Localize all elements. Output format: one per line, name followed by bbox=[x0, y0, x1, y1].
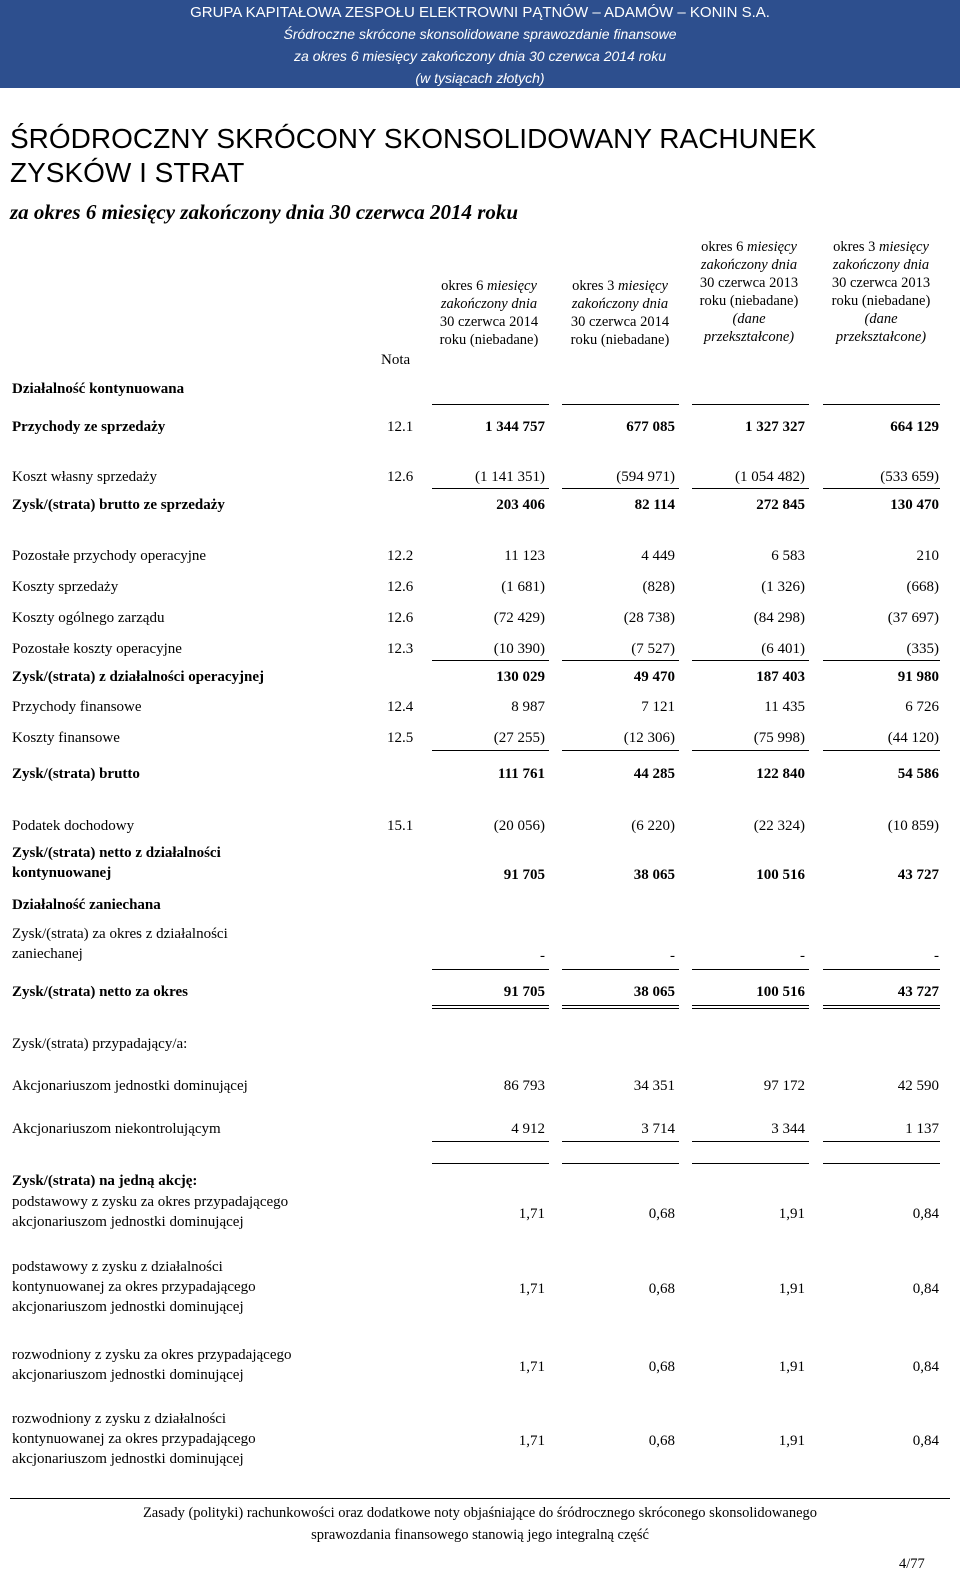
row-note: 12.6 bbox=[387, 579, 414, 595]
row-label bbox=[12, 1257, 382, 1317]
row-value: (1 054 482) bbox=[735, 469, 805, 485]
column-header-3 bbox=[685, 238, 813, 346]
col1-b: miesięcy bbox=[487, 278, 537, 294]
row-value: 0,68 bbox=[648, 1433, 675, 1449]
row-label: Zysk/(strata) na jedną akcję: bbox=[12, 1173, 198, 1189]
row-value: 0,84 bbox=[912, 1359, 939, 1375]
total-rule bbox=[692, 1005, 809, 1006]
total-rule bbox=[823, 1008, 940, 1009]
row-value: 210 bbox=[916, 548, 939, 564]
header-rule bbox=[562, 404, 679, 405]
col2-c: zakończony dnia bbox=[571, 296, 669, 312]
col3-f: (dane bbox=[732, 311, 766, 327]
row-label-line: Zysk/(strata) netto z działalności bbox=[12, 845, 221, 861]
col1-e: roku (niebadane) bbox=[439, 332, 539, 348]
row-value: (75 998) bbox=[753, 730, 805, 746]
table-row bbox=[12, 1345, 940, 1389]
row-value: 54 586 bbox=[897, 766, 939, 782]
row-value: 86 793 bbox=[503, 1078, 545, 1094]
row-value: 1,71 bbox=[518, 1206, 545, 1222]
header-report-name: Śródroczne skrócone skonsolidowane sprawozdanie finansowe bbox=[283, 26, 677, 42]
column-header-2 bbox=[556, 277, 684, 349]
subtotal-rule bbox=[823, 969, 940, 970]
col2-b: miesięcy bbox=[618, 278, 668, 294]
row-note: 12.1 bbox=[387, 419, 414, 435]
total-rule bbox=[562, 1163, 679, 1164]
row-value: 6 726 bbox=[905, 699, 939, 715]
row-value: 0,68 bbox=[648, 1359, 675, 1375]
row-value: (22 324) bbox=[753, 818, 805, 834]
row-value: (28 738) bbox=[623, 610, 675, 626]
row-value: 11 123 bbox=[504, 548, 545, 564]
row-value: (6 220) bbox=[631, 818, 675, 834]
row-value: (12 306) bbox=[623, 730, 675, 746]
title-line-1: ŚRÓDROCZNY SKRÓCONY SKONSOLIDOWANY RACHUNEK bbox=[10, 123, 817, 154]
row-label-line: Zysk/(strata) za okres z działalności bbox=[12, 926, 228, 942]
row-value: - bbox=[934, 948, 939, 964]
col3-c: zakończony dnia bbox=[700, 257, 798, 273]
row-value: 82 114 bbox=[634, 497, 675, 513]
row-value: 0,84 bbox=[912, 1206, 939, 1222]
row-label-line: kontynuowanej za okres przypadającego bbox=[12, 1431, 256, 1447]
subtotal-rule bbox=[432, 750, 549, 751]
col3-e: roku (niebadane) bbox=[699, 293, 799, 309]
col2-e: roku (niebadane) bbox=[570, 332, 670, 348]
row-label: Działalność zaniechana bbox=[12, 897, 161, 913]
row-value: 38 065 bbox=[633, 984, 675, 1000]
row-value: 4 912 bbox=[511, 1121, 545, 1137]
row-note: 15.1 bbox=[387, 818, 414, 834]
row-value: 0,68 bbox=[648, 1206, 675, 1222]
col3-a: okres 6 bbox=[701, 239, 747, 255]
page-subtitle: za okres 6 miesięcy zakończony dnia 30 czerwca 2014 roku bbox=[10, 200, 519, 224]
row-label: Przychody ze sprzedaży bbox=[12, 419, 166, 435]
row-value: 97 172 bbox=[763, 1078, 805, 1094]
col4-f: (dane bbox=[864, 311, 898, 327]
col4-a: okres 3 bbox=[833, 239, 879, 255]
row-value: 1,71 bbox=[518, 1281, 545, 1297]
header-company: GRUPA KAPITAŁOWA ZESPOŁU ELEKTROWNI PĄTNÓW – ADAMÓW – KONIN S.A. bbox=[190, 4, 770, 21]
row-label: Przychody finansowe bbox=[12, 699, 142, 715]
column-header-nota: Nota bbox=[381, 352, 411, 368]
col2-a: okres 3 bbox=[572, 278, 618, 294]
total-rule bbox=[823, 1141, 940, 1142]
subtotal-rule bbox=[432, 660, 549, 661]
row-note: 12.3 bbox=[387, 641, 414, 657]
row-label: Akcjonariuszom jednostki dominującej bbox=[12, 1078, 248, 1094]
total-rule bbox=[562, 1141, 679, 1142]
row-value: 203 406 bbox=[496, 497, 545, 513]
row-value: 111 761 bbox=[497, 766, 545, 782]
row-value: (37 697) bbox=[887, 610, 939, 626]
col3-g: przekształcone) bbox=[703, 329, 795, 345]
row-value: (6 401) bbox=[761, 641, 805, 657]
table-row bbox=[12, 924, 940, 968]
header-units: (w tysiącach złotych) bbox=[415, 70, 545, 86]
row-value: (668) bbox=[906, 579, 939, 595]
row-label: Podatek dochodowy bbox=[12, 818, 135, 834]
page-number: 4/77 bbox=[899, 1556, 925, 1572]
row-value: (533 659) bbox=[880, 469, 939, 485]
row-value: 43 727 bbox=[897, 867, 939, 883]
row-value: (44 120) bbox=[887, 730, 939, 746]
row-label: Koszty ogólnego zarządu bbox=[12, 610, 165, 626]
header-rule bbox=[692, 404, 809, 405]
row-label: Zysk/(strata) brutto bbox=[12, 766, 140, 782]
row-value: 122 840 bbox=[756, 766, 805, 782]
row-value: 187 403 bbox=[756, 669, 805, 685]
column-header-1 bbox=[425, 277, 553, 349]
row-value: (72 429) bbox=[493, 610, 545, 626]
table-row bbox=[12, 1257, 940, 1323]
row-label: Zysk/(strata) z działalności operacyjnej bbox=[12, 669, 265, 685]
row-label-line: akcjonariuszom jednostki dominującej bbox=[12, 1299, 244, 1315]
row-value: 100 516 bbox=[756, 984, 805, 1000]
header-rule bbox=[823, 404, 940, 405]
col4-g: przekształcone) bbox=[835, 329, 927, 345]
col4-b: miesięcy bbox=[879, 239, 929, 255]
row-label: Koszty sprzedaży bbox=[12, 579, 119, 595]
row-label bbox=[12, 1345, 382, 1385]
document-header bbox=[0, 0, 960, 88]
row-value: (1 326) bbox=[761, 579, 805, 595]
col4-e: roku (niebadane) bbox=[831, 293, 931, 309]
total-rule bbox=[432, 1141, 549, 1142]
row-value: 4 449 bbox=[641, 548, 675, 564]
row-label: Koszty finansowe bbox=[12, 730, 120, 746]
total-rule bbox=[692, 1163, 809, 1164]
row-note: 12.2 bbox=[387, 548, 414, 564]
subtotal-rule bbox=[823, 660, 940, 661]
row-value: 3 714 bbox=[641, 1121, 675, 1137]
row-label bbox=[12, 843, 382, 883]
row-value: 7 121 bbox=[641, 699, 675, 715]
row-label-line: akcjonariuszom jednostki dominującej bbox=[12, 1367, 244, 1383]
footer-line-1: Zasady (polityki) rachunkowości oraz dodatkowe noty objaśniające do śródrocznego skróconego skonsolidowanego bbox=[142, 1505, 818, 1521]
row-note: 12.5 bbox=[387, 730, 414, 746]
col3-d: 30 czerwca 2013 bbox=[699, 275, 799, 291]
row-value: (828) bbox=[642, 579, 675, 595]
header-period: za okres 6 miesięcy zakończony dnia 30 czerwca 2014 roku bbox=[294, 48, 666, 64]
row-value: 1,91 bbox=[778, 1206, 805, 1222]
footer-rule bbox=[10, 1498, 950, 1499]
row-label-line: kontynuowanej bbox=[12, 865, 112, 881]
row-value: 42 590 bbox=[897, 1078, 939, 1094]
row-value: (27 255) bbox=[493, 730, 545, 746]
subtotal-rule bbox=[692, 660, 809, 661]
subtotal-rule bbox=[823, 488, 940, 489]
col1-d: 30 czerwca 2014 bbox=[439, 314, 539, 330]
row-value: - bbox=[800, 948, 805, 964]
row-value: 677 085 bbox=[626, 419, 675, 435]
row-value: 664 129 bbox=[890, 419, 939, 435]
row-label-line: akcjonariuszom jednostki dominującej bbox=[12, 1451, 244, 1467]
row-value: 8 987 bbox=[511, 699, 545, 715]
row-label: Zysk/(strata) przypadający/a: bbox=[12, 1036, 188, 1052]
row-label-line: rozwodniony z zysku za okres przypadającego bbox=[12, 1347, 292, 1363]
subtotal-rule bbox=[432, 969, 549, 970]
row-value: 44 285 bbox=[633, 766, 675, 782]
row-value: 38 065 bbox=[633, 867, 675, 883]
footer-note bbox=[0, 1502, 960, 1546]
row-value: - bbox=[540, 948, 545, 964]
column-header-4 bbox=[817, 238, 945, 346]
subtotal-rule bbox=[432, 488, 549, 489]
row-label: Pozostałe przychody operacyjne bbox=[12, 548, 207, 564]
row-value: 1 327 327 bbox=[745, 419, 805, 435]
row-value: 34 351 bbox=[633, 1078, 675, 1094]
row-value: 91 705 bbox=[503, 867, 545, 883]
row-label-line: podstawowy z zysku z działalności bbox=[12, 1259, 223, 1275]
row-value: (335) bbox=[906, 641, 939, 657]
row-value: - bbox=[670, 948, 675, 964]
subtotal-rule bbox=[562, 750, 679, 751]
row-value: (7 527) bbox=[631, 641, 675, 657]
table-row bbox=[12, 1409, 940, 1475]
row-label: Koszt własny sprzedaży bbox=[12, 469, 157, 485]
total-rule bbox=[432, 1005, 549, 1006]
row-value: 1 137 bbox=[905, 1121, 939, 1137]
row-value: 1,91 bbox=[778, 1433, 805, 1449]
row-value: 100 516 bbox=[756, 867, 805, 883]
subtotal-rule bbox=[692, 488, 809, 489]
row-value: 130 470 bbox=[890, 497, 939, 513]
row-value: 6 583 bbox=[771, 548, 805, 564]
col2-d: 30 czerwca 2014 bbox=[570, 314, 670, 330]
subtotal-rule bbox=[562, 660, 679, 661]
row-value: 11 435 bbox=[764, 699, 805, 715]
table-row bbox=[12, 1192, 940, 1236]
row-label: Akcjonariuszom niekontrolującym bbox=[12, 1121, 221, 1137]
subtotal-rule bbox=[692, 750, 809, 751]
col1-a: okres 6 bbox=[441, 278, 487, 294]
page-title bbox=[10, 122, 910, 190]
row-value: 1,91 bbox=[778, 1281, 805, 1297]
row-value: (84 298) bbox=[753, 610, 805, 626]
row-value: 0,84 bbox=[912, 1281, 939, 1297]
row-value: 91 980 bbox=[897, 669, 939, 685]
row-value: 1 344 757 bbox=[485, 419, 545, 435]
row-value: (10 390) bbox=[493, 641, 545, 657]
title-line-2: ZYSKÓW I STRAT bbox=[10, 157, 245, 188]
row-value: 272 845 bbox=[756, 497, 805, 513]
row-label-line: podstawowy z zysku za okres przypadającego bbox=[12, 1194, 289, 1210]
row-value: (10 859) bbox=[887, 818, 939, 834]
total-rule bbox=[823, 1005, 940, 1006]
row-label bbox=[12, 1409, 382, 1469]
total-rule bbox=[432, 1008, 549, 1009]
footer-line-2: sprawozdania finansowego stanowią jego integralną część bbox=[311, 1527, 649, 1543]
row-value: (594 971) bbox=[616, 469, 675, 485]
row-value: (1 141 351) bbox=[475, 469, 545, 485]
row-value: 0,84 bbox=[912, 1433, 939, 1449]
total-rule bbox=[562, 1005, 679, 1006]
row-value: 1,71 bbox=[518, 1359, 545, 1375]
section-continued-operations: Działalność kontynuowana bbox=[12, 381, 185, 397]
subtotal-rule bbox=[562, 488, 679, 489]
subtotal-rule bbox=[692, 969, 809, 970]
col4-d: 30 czerwca 2013 bbox=[831, 275, 931, 291]
subtotal-rule bbox=[823, 750, 940, 751]
row-value: 1,71 bbox=[518, 1433, 545, 1449]
row-label bbox=[12, 924, 382, 964]
row-value: 130 029 bbox=[496, 669, 545, 685]
row-label-line: akcjonariuszom jednostki dominującej bbox=[12, 1214, 244, 1230]
row-label: Pozostałe koszty operacyjne bbox=[12, 641, 182, 657]
col4-c: zakończony dnia bbox=[832, 257, 930, 273]
subtotal-rule bbox=[562, 969, 679, 970]
row-value: 91 705 bbox=[503, 984, 545, 1000]
row-label: Zysk/(strata) brutto ze sprzedaży bbox=[12, 497, 225, 513]
row-value: (20 056) bbox=[493, 818, 545, 834]
total-rule bbox=[692, 1008, 809, 1009]
row-value: (1 681) bbox=[501, 579, 545, 595]
col3-b: miesięcy bbox=[747, 239, 797, 255]
row-note: 12.4 bbox=[387, 699, 414, 715]
header-rule bbox=[432, 404, 549, 405]
row-note: 12.6 bbox=[387, 469, 414, 485]
total-rule bbox=[692, 1141, 809, 1142]
row-value: 49 470 bbox=[633, 669, 675, 685]
row-label-line: zaniechanej bbox=[12, 946, 83, 962]
row-label-line: rozwodniony z zysku z działalności bbox=[12, 1411, 227, 1427]
row-value: 1,91 bbox=[778, 1359, 805, 1375]
table-row bbox=[12, 843, 940, 887]
row-value: 43 727 bbox=[897, 984, 939, 1000]
row-label bbox=[12, 1192, 382, 1232]
total-rule bbox=[823, 1163, 940, 1164]
total-rule bbox=[562, 1008, 679, 1009]
col1-c: zakończony dnia bbox=[440, 296, 538, 312]
row-label-line: kontynuowanej za okres przypadającego bbox=[12, 1279, 256, 1295]
row-value: 0,68 bbox=[648, 1281, 675, 1297]
row-value: 3 344 bbox=[771, 1121, 805, 1137]
row-label: Zysk/(strata) netto za okres bbox=[12, 984, 188, 1000]
row-note: 12.6 bbox=[387, 610, 414, 626]
total-rule bbox=[432, 1163, 549, 1164]
